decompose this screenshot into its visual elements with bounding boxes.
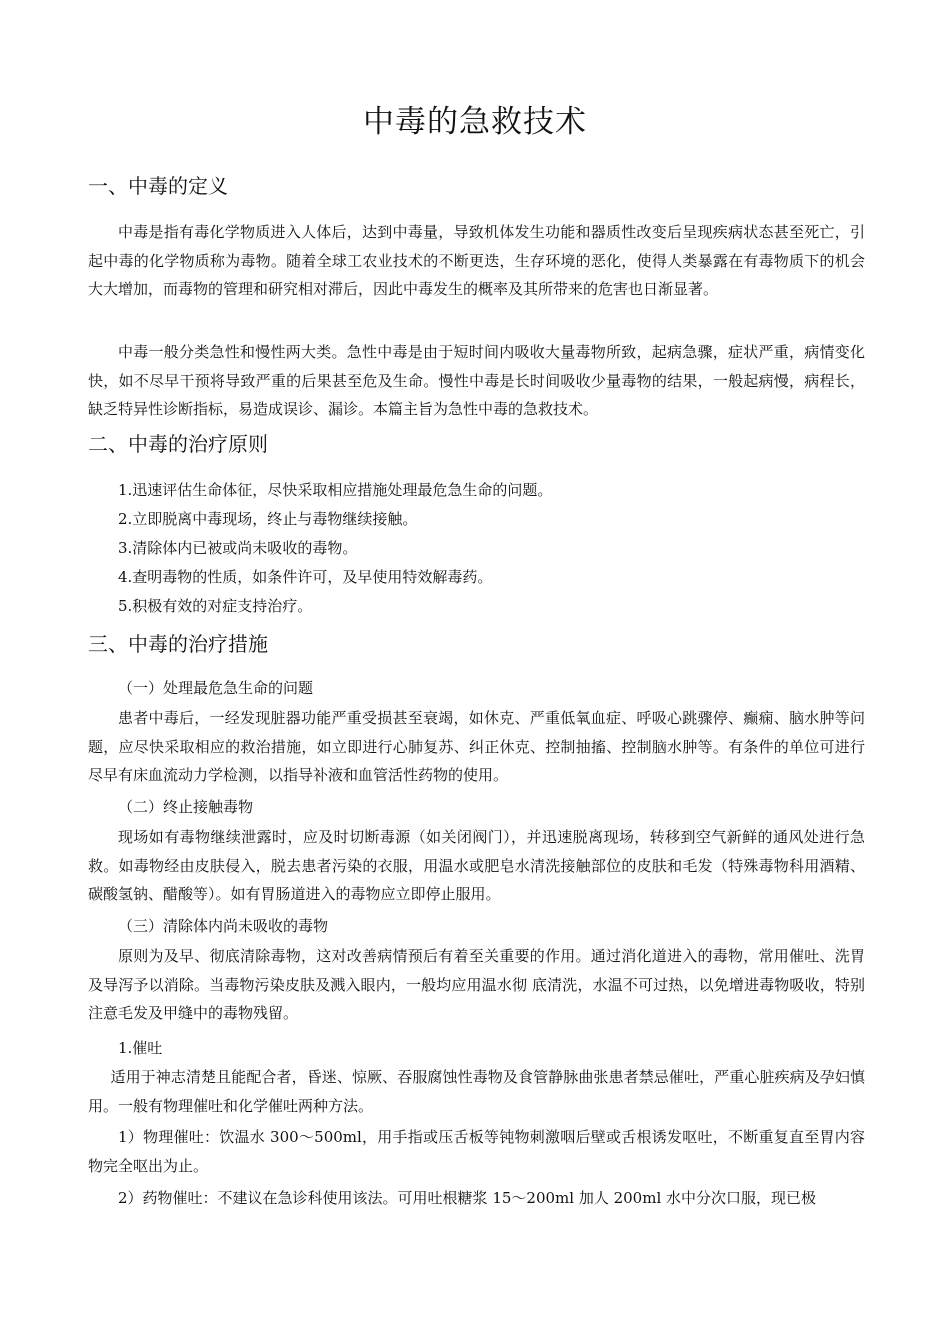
paragraph-definition-2: 中毒一般分类急性和慢性两大类。急性中毒是由于短时间内吸收大量毒物所致，起病急骤，症状严重，病情变化快，如不尽早干预将导致严重的后果甚至危及生命。慢性中毒是长时间吸收少量毒物的结果，一般起病慢，病程长，缺乏特异性诊断指标，易造成误诊、漏诊。本篇主旨为急性中毒的急救技术。 [88, 343, 865, 418]
paragraph-remove-poison: 原则为及早、彻底清除毒物，这对改善病情预后有着至关重要的作用。通过消化道进入的毒物，常用催吐、洗胃及导泻予以消除。当毒物污染皮肤及溅入眼内，一般均应用温水彻 底清洗，水温不可过热，以免增进毒物吸收，特别注意毛发及甲缝中的毒物残留。 [88, 947, 865, 1022]
principle-item-4: 4.查明毒物的性质，如条件许可，及早使用特效解毒药。 [118, 568, 493, 586]
paragraph-definition-1: 中毒是指有毒化学物质进入人体后，达到中毒量，导致机体发生功能和器质性改变后呈现疾病状态甚至死亡，引起中毒的化学物质称为毒物。随着全球工农业技术的不断更迭，生存环境的恶化，使得人类暴露在有毒物质下的机会大大增加，而毒物的管理和研究相对滞后，因此中毒发生的概率及其所带来的危害也日渐显著。 [88, 223, 865, 298]
paragraph-emesis: 适用于神志清楚且能配合者，昏迷、惊厥、吞服腐蚀性毒物及食管静脉曲张患者禁忌催吐，严重心脏疾病及孕妇慎用。一般有物理催吐和化学催吐两种方法。 [88, 1068, 865, 1115]
subsection-heading-critical: （一）处理最危急生命的问题 [118, 679, 314, 697]
section-heading-definition: 一、中毒的定义 [88, 174, 228, 198]
principle-item-3: 3.清除体内已被或尚未吸收的毒物。 [118, 539, 358, 557]
paragraph-drug-emesis: 2）药物催吐：不建议在急诊科使用该法。可用吐根糖浆 15～200ml 加人 200ml 水中分次口服，现已极 [118, 1189, 817, 1207]
principle-item-1: 1.迅速评估生命体征，尽快采取相应措施处理最危急生命的问题。 [118, 481, 553, 499]
paragraph-critical: 患者中毒后，一经发现脏器功能严重受损甚至衰竭，如休克、严重低氧血症、呼吸心跳骤停、癫痫、脑水肿等问题，应尽快采取相应的救治措施，如立即进行心肺复苏、纠正休克、控制抽搐、控制脑水肿等。有条件的单位可进行尽早有床血流动力学检测，以指导补液和血管活性药物的使用。 [88, 709, 865, 784]
subsection-heading-stop-contact: （二）终止接触毒物 [118, 798, 254, 816]
paragraph-physical-emesis: 1）物理催吐：饮温水 300～500ml，用手指或压舌板等钝物刺激咽后壁或舌根诱发呕吐，不断重复直至胃内容物完全呕出为止。 [88, 1128, 865, 1175]
section-heading-principles: 二、中毒的治疗原则 [88, 432, 268, 456]
page-title: 中毒的急救技术 [363, 104, 587, 140]
principle-item-5: 5.积极有效的对症支持治疗。 [118, 597, 313, 615]
section-heading-measures: 三、中毒的治疗措施 [88, 632, 268, 656]
subsection-heading-remove-poison: （三）清除体内尚未吸收的毒物 [118, 917, 329, 935]
principle-item-2: 2.立即脱离中毒现场，终止与毒物继续接触。 [118, 510, 418, 528]
item-heading-emesis: 1.催吐 [118, 1039, 163, 1057]
paragraph-stop-contact: 现场如有毒物继续泄露时，应及时切断毒源（如关闭阀门），并迅速脱离现场，转移到空气新鲜的通风处进行急救。如毒物经由皮肤侵入，脱去患者污染的衣服，用温水或肥皂水清洗接触部位的皮肤和毛发（特殊毒物科用酒精、碳酸氢钠、醋酸等）。如有胃肠道进入的毒物应立即停止服用。 [88, 828, 865, 903]
